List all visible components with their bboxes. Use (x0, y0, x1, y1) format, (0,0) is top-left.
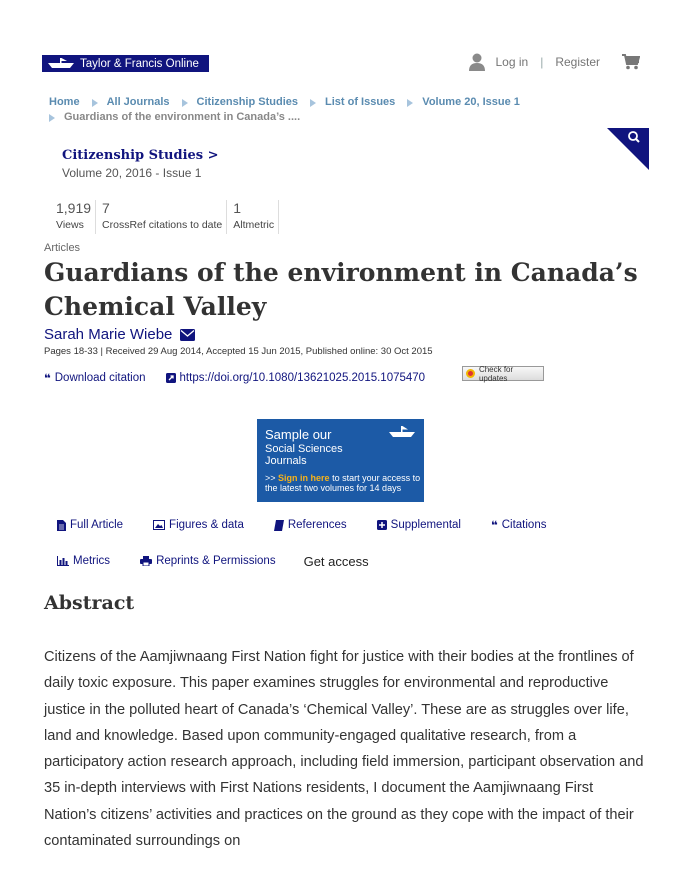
promo-line-1: Sample our (265, 427, 332, 442)
quote-icon: ❝ (44, 373, 51, 385)
tab-metrics[interactable] (57, 555, 110, 567)
metric-label: Views (56, 219, 84, 231)
logo-text: Taylor & Francis Online (80, 57, 199, 70)
breadcrumb-journal[interactable]: Citizenship Studies (196, 96, 298, 108)
check-updates-label: Check for updates (478, 364, 514, 383)
journal-title: Citizenship Studies (62, 148, 204, 163)
tab-citations[interactable] (491, 518, 547, 532)
image-icon (153, 520, 165, 530)
book-icon (274, 520, 284, 531)
register-link[interactable]: Register (555, 55, 600, 69)
tab-label: Citations (501, 519, 547, 531)
tab-supplemental[interactable] (377, 519, 461, 531)
breadcrumb-arrow-icon (407, 99, 413, 107)
breadcrumb-arrow-icon (92, 99, 98, 107)
journal-volume: Volume 20, 2016 - Issue 1 (62, 166, 202, 180)
user-icon (469, 53, 485, 71)
bar-chart-icon (57, 556, 69, 566)
tab-reprints-permissions[interactable] (140, 555, 276, 567)
promo-banner[interactable] (257, 419, 424, 502)
cart-icon[interactable] (622, 54, 640, 70)
article-tabs (57, 518, 617, 568)
tab-label: References (287, 519, 347, 531)
journal-title-link[interactable] (62, 148, 219, 163)
envelope-icon[interactable] (180, 329, 195, 341)
tab-label: Figures & data (169, 519, 244, 531)
ship-logo-icon (388, 425, 416, 439)
article-metrics (50, 200, 279, 234)
ship-logo-icon (46, 57, 76, 70)
tab-label: Supplemental (390, 519, 461, 531)
article-section: Articles (44, 242, 81, 254)
top-nav (469, 53, 640, 71)
author (44, 326, 195, 343)
metric-value: 7 (102, 200, 110, 216)
tandf-logo[interactable] (42, 55, 209, 72)
tab-references[interactable] (274, 519, 347, 531)
metric-label: Altmetric (233, 219, 275, 231)
document-icon (57, 520, 66, 531)
metric-value: 1 (233, 200, 242, 216)
tab-figures-data[interactable] (153, 519, 244, 531)
author-name[interactable]: Sarah Marie Wiebe (44, 326, 173, 343)
nav-separator: | (540, 55, 544, 69)
abstract-text: Citizens of the Aamjiwnaang First Nation fight for justice with their bodies at the frontlines of daily toxic exposure. This paper examines struggles for environmental and reproductive justice in the polluted heart of Canada’s ‘Chemical Valley’. These are as struggles over life, land and knowledge. Based upon community-engaged qualitative research, from a participatory action research approach, including field immersion, participant observation and 35 in-depth interviews with First Nations residents, I document the Aamjiwnaang First Nation’s citizens’ activities and practices on the ground as they cope with the impact of their contaminated surroundings on (44, 649, 644, 850)
download-citation-link[interactable]: Download citation (54, 372, 146, 384)
quote-icon: ❝ (490, 520, 498, 532)
breadcrumb (49, 95, 520, 125)
promo-prefix: >> (265, 473, 276, 483)
external-link-icon (166, 373, 176, 383)
promo-signin-link[interactable]: Sign in here (278, 473, 330, 483)
plus-square-icon (377, 520, 387, 530)
breadcrumb-arrow-icon (182, 99, 188, 107)
search-toggle[interactable] (607, 128, 649, 170)
breadcrumb-all-journals[interactable]: All Journals (106, 96, 170, 108)
abstract-heading: Abstract (44, 592, 135, 614)
metric-views (50, 200, 96, 234)
promo-cta-text: to start your access to the latest two volumes for 14 days (265, 473, 421, 493)
check-for-updates-button[interactable] (462, 366, 544, 381)
promo-line-2: Social Sciences (265, 443, 343, 455)
chevron-right-icon: > (207, 148, 219, 163)
breadcrumb-home[interactable]: Home (49, 96, 80, 108)
metric-altmetric[interactable] (227, 200, 279, 234)
breadcrumb-current: Guardians of the environment in Canada’s .... (64, 111, 301, 123)
breadcrumb-list-of-issues[interactable]: List of Issues (325, 96, 396, 108)
breadcrumb-arrow-icon (310, 99, 316, 107)
login-link[interactable]: Log in (495, 55, 529, 69)
publication-info: Pages 18-33 | Received 29 Aug 2014, Accepted 15 Jun 2015, Published online: 30 Oct 2015 (44, 346, 433, 357)
promo-line-3: Journals (265, 455, 307, 467)
breadcrumb-issue[interactable]: Volume 20, Issue 1 (422, 96, 520, 108)
print-icon (140, 556, 152, 566)
promo-cta (265, 473, 424, 493)
tab-get-access[interactable]: Get access (303, 553, 369, 569)
breadcrumb-arrow-icon (49, 114, 55, 122)
tab-label: Metrics (73, 555, 111, 567)
tab-label: Reprints & Permissions (156, 555, 276, 567)
article-title: Guardians of the environment in Canada’s Chemical Valley (44, 258, 638, 321)
article-links (44, 371, 425, 385)
tab-label: Full Article (70, 519, 124, 531)
crossmark-icon (466, 369, 475, 378)
doi-link[interactable]: https://doi.org/10.1080/13621025.2015.1075470 (179, 372, 426, 384)
metric-crossref[interactable] (96, 200, 227, 234)
tab-full-article[interactable] (57, 519, 123, 531)
metric-value: 1,919 (56, 200, 92, 216)
metric-label: CrossRef citations to date (102, 219, 223, 231)
